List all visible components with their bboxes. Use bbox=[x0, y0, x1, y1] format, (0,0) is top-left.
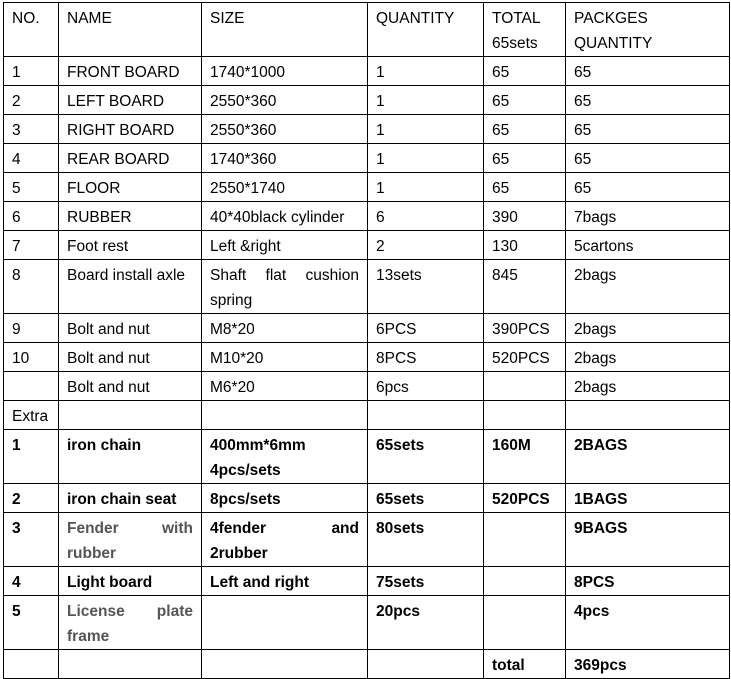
cell-packages: 8PCS bbox=[566, 567, 730, 596]
extra-row bbox=[4, 567, 730, 596]
cell-no: 1 bbox=[4, 430, 59, 484]
cell-packages: 4pcs bbox=[566, 596, 730, 650]
cell-total: 65 bbox=[484, 57, 566, 86]
header-cell: TOTAL 65sets bbox=[484, 3, 566, 57]
cell-total: 390PCS bbox=[484, 314, 566, 343]
table-row bbox=[4, 144, 730, 173]
empty-cell bbox=[59, 401, 202, 430]
total-value: 369pcs bbox=[566, 650, 730, 679]
cell-total bbox=[484, 567, 566, 596]
cell-name: LEFT BOARD bbox=[59, 86, 202, 115]
cell-packages: 2bags bbox=[566, 343, 730, 372]
cell-name: RUBBER bbox=[59, 202, 202, 231]
cell-size: 4fender and 2rubber bbox=[202, 513, 368, 567]
cell-size: 2550*360 bbox=[202, 115, 368, 144]
cell-no: 2 bbox=[4, 86, 59, 115]
cell-total: 65 bbox=[484, 115, 566, 144]
cell-no: 8 bbox=[4, 260, 59, 314]
cell-quantity: 8PCS bbox=[368, 343, 484, 372]
cell-total bbox=[484, 513, 566, 567]
cell-no: 2 bbox=[4, 484, 59, 513]
cell-total bbox=[484, 596, 566, 650]
cell-quantity: 6 bbox=[368, 202, 484, 231]
cell-no bbox=[4, 372, 59, 401]
cell-packages: 2bags bbox=[566, 314, 730, 343]
cell-no: 9 bbox=[4, 314, 59, 343]
cell-name: iron chain seat bbox=[59, 484, 202, 513]
cell-name: FRONT BOARD bbox=[59, 57, 202, 86]
cell-name: Bolt and nut bbox=[59, 343, 202, 372]
table-row bbox=[4, 115, 730, 144]
cell-quantity: 1 bbox=[368, 57, 484, 86]
cell-no: 3 bbox=[4, 115, 59, 144]
total-row bbox=[4, 650, 730, 679]
cell-total: 65 bbox=[484, 86, 566, 115]
cell-quantity: 80sets bbox=[368, 513, 484, 567]
packing-list-table bbox=[3, 2, 730, 679]
header-cell: SIZE bbox=[202, 3, 368, 57]
extra-label: Extra bbox=[4, 401, 59, 430]
cell-packages: 2BAGS bbox=[566, 430, 730, 484]
cell-quantity: 20pcs bbox=[368, 596, 484, 650]
extra-row bbox=[4, 484, 730, 513]
cell-quantity: 6pcs bbox=[368, 372, 484, 401]
cell-packages: 65 bbox=[566, 57, 730, 86]
cell-total bbox=[484, 372, 566, 401]
cell-total: 160M bbox=[484, 430, 566, 484]
cell-no: 1 bbox=[4, 57, 59, 86]
cell-size: Shaft flat cushion spring bbox=[202, 260, 368, 314]
cell-quantity: 6PCS bbox=[368, 314, 484, 343]
empty-cell bbox=[566, 401, 730, 430]
cell-packages: 65 bbox=[566, 115, 730, 144]
cell-packages: 9BAGS bbox=[566, 513, 730, 567]
cell-name: Bolt and nut bbox=[59, 372, 202, 401]
cell-name: Light board bbox=[59, 567, 202, 596]
cell-quantity: 2 bbox=[368, 231, 484, 260]
extra-row bbox=[4, 596, 730, 650]
cell-size: 1740*1000 bbox=[202, 57, 368, 86]
table-row bbox=[4, 260, 730, 314]
cell-size: Left and right bbox=[202, 567, 368, 596]
empty-cell bbox=[59, 650, 202, 679]
cell-name: Board install axle bbox=[59, 260, 202, 314]
cell-no: 4 bbox=[4, 567, 59, 596]
cell-packages: 65 bbox=[566, 86, 730, 115]
cell-size bbox=[202, 596, 368, 650]
cell-name: License plate frame bbox=[59, 596, 202, 650]
cell-name: RIGHT BOARD bbox=[59, 115, 202, 144]
cell-no: 7 bbox=[4, 231, 59, 260]
table-row bbox=[4, 173, 730, 202]
cell-size: 2550*360 bbox=[202, 86, 368, 115]
cell-total: 65 bbox=[484, 173, 566, 202]
extra-section-row bbox=[4, 401, 730, 430]
cell-size: 40*40black cylinder bbox=[202, 202, 368, 231]
cell-name: Fender with rubber bbox=[59, 513, 202, 567]
cell-quantity: 1 bbox=[368, 173, 484, 202]
cell-total: 520PCS bbox=[484, 343, 566, 372]
empty-cell bbox=[4, 650, 59, 679]
cell-name: iron chain bbox=[59, 430, 202, 484]
cell-packages: 5cartons bbox=[566, 231, 730, 260]
empty-cell bbox=[202, 650, 368, 679]
cell-size: 1740*360 bbox=[202, 144, 368, 173]
cell-quantity: 13sets bbox=[368, 260, 484, 314]
cell-total: 65 bbox=[484, 144, 566, 173]
cell-size: 2550*1740 bbox=[202, 173, 368, 202]
cell-packages: 7bags bbox=[566, 202, 730, 231]
header-cell: NAME bbox=[59, 3, 202, 57]
table-row bbox=[4, 372, 730, 401]
total-label: total bbox=[484, 650, 566, 679]
cell-no: 10 bbox=[4, 343, 59, 372]
header-cell: QUANTITY bbox=[368, 3, 484, 57]
cell-size: M10*20 bbox=[202, 343, 368, 372]
cell-total: 845 bbox=[484, 260, 566, 314]
empty-cell bbox=[484, 401, 566, 430]
extra-row bbox=[4, 430, 730, 484]
cell-quantity: 1 bbox=[368, 115, 484, 144]
cell-no: 5 bbox=[4, 173, 59, 202]
header-row bbox=[4, 3, 730, 57]
cell-packages: 65 bbox=[566, 144, 730, 173]
extra-row bbox=[4, 513, 730, 567]
cell-packages: 65 bbox=[566, 173, 730, 202]
cell-quantity: 1 bbox=[368, 86, 484, 115]
cell-name: REAR BOARD bbox=[59, 144, 202, 173]
table-row bbox=[4, 202, 730, 231]
cell-packages: 1BAGS bbox=[566, 484, 730, 513]
table-row bbox=[4, 231, 730, 260]
cell-name: FLOOR bbox=[59, 173, 202, 202]
cell-total: 390 bbox=[484, 202, 566, 231]
cell-no: 3 bbox=[4, 513, 59, 567]
table-row bbox=[4, 86, 730, 115]
cell-total: 130 bbox=[484, 231, 566, 260]
empty-cell bbox=[368, 401, 484, 430]
cell-size: M8*20 bbox=[202, 314, 368, 343]
table-row bbox=[4, 343, 730, 372]
empty-cell bbox=[368, 650, 484, 679]
cell-quantity: 75sets bbox=[368, 567, 484, 596]
cell-quantity: 65sets bbox=[368, 430, 484, 484]
table-row bbox=[4, 57, 730, 86]
cell-no: 5 bbox=[4, 596, 59, 650]
cell-name: Bolt and nut bbox=[59, 314, 202, 343]
cell-size: 400mm*6mm 4pcs/sets bbox=[202, 430, 368, 484]
cell-quantity: 65sets bbox=[368, 484, 484, 513]
cell-size: 8pcs/sets bbox=[202, 484, 368, 513]
cell-size: M6*20 bbox=[202, 372, 368, 401]
header-cell: PACKGES QUANTITY bbox=[566, 3, 730, 57]
empty-cell bbox=[202, 401, 368, 430]
cell-quantity: 1 bbox=[368, 144, 484, 173]
cell-packages: 2bags bbox=[566, 260, 730, 314]
cell-no: 6 bbox=[4, 202, 59, 231]
cell-total: 520PCS bbox=[484, 484, 566, 513]
cell-no: 4 bbox=[4, 144, 59, 173]
table-row bbox=[4, 314, 730, 343]
cell-name: Foot rest bbox=[59, 231, 202, 260]
cell-size: Left &right bbox=[202, 231, 368, 260]
cell-packages: 2bags bbox=[566, 372, 730, 401]
header-cell: NO. bbox=[4, 3, 59, 57]
